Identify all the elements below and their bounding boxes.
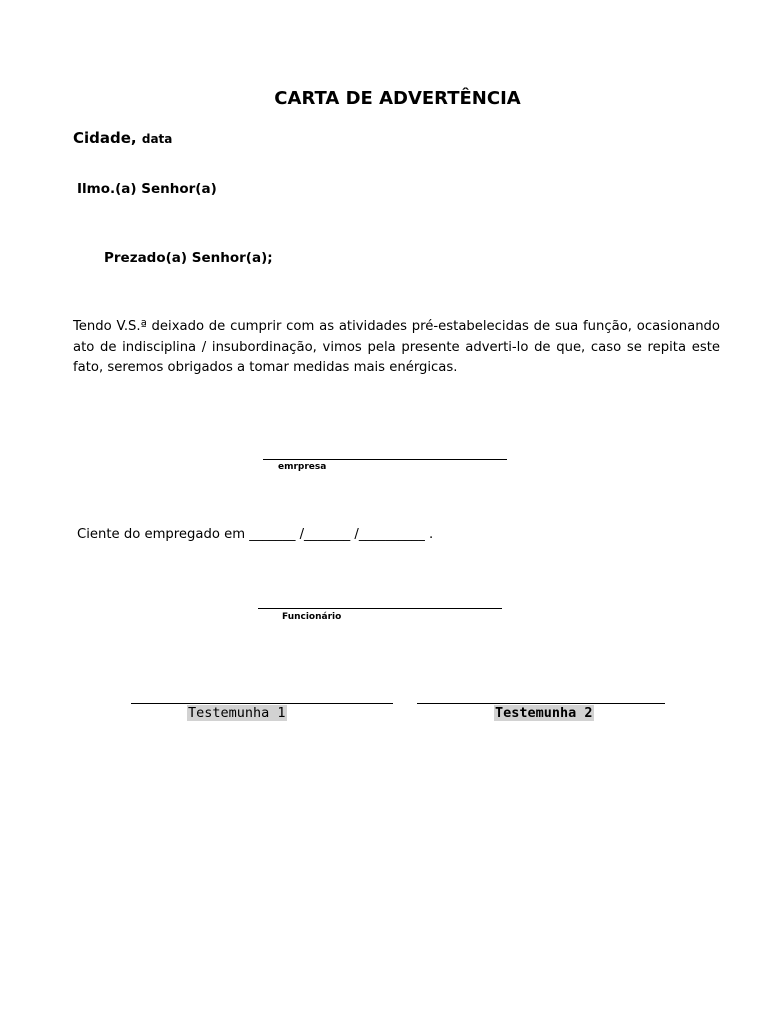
document-title: CARTA DE ADVERTÊNCIA (274, 88, 521, 109)
company-signature-label: emrpresa (278, 462, 327, 472)
employee-acknowledgement-line: Ciente do empregado em _______ /_______ /__________ . (77, 527, 434, 542)
witness2-signature-line (417, 703, 665, 704)
warning-paragraph: Tendo V.S.ª deixado de cumprir com as atividades pré-estabelecidas de sua função, ocasionando ato de indisciplina / insubordinação, vimos pela presente adverti-lo de que, caso se repita este fato, seremos obrigados a tomar medidas mais enérgicas. (73, 319, 720, 375)
date-label: data (141, 132, 173, 146)
witness1-signature-line (131, 703, 393, 704)
city-date-line (73, 129, 172, 147)
company-signature-line (263, 459, 507, 460)
city-label: Cidade, (73, 129, 137, 147)
salutation-line: Prezado(a) Senhor(a); (104, 250, 273, 266)
employee-signature-line (258, 608, 502, 609)
employee-signature-label: Funcionário (282, 612, 342, 622)
witness1-signature-label: Testemunha 1 (188, 705, 286, 721)
addressee-line: Ilmo.(a) Senhor(a) (77, 181, 217, 197)
witness2-signature-label: Testemunha 2 (495, 705, 593, 721)
